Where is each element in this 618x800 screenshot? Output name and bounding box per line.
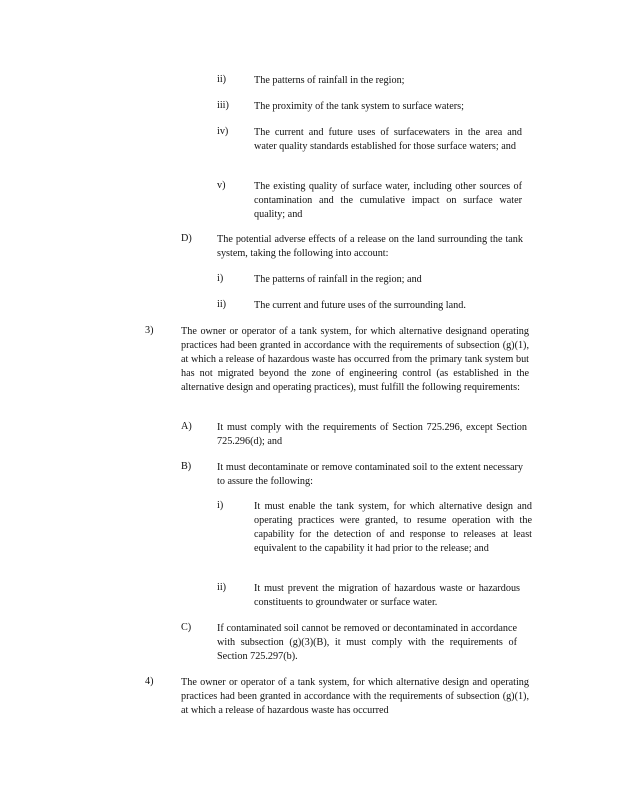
item-text: The potential adverse effects of a release on the land surrounding the tank system, taking the following into account: xyxy=(217,234,523,259)
item-text: The patterns of rainfall in the region; xyxy=(254,75,405,86)
item-text: The existing quality of surface water, including other sources of contamination and the cumulative impact on surface water quality; and xyxy=(254,181,522,220)
item-text: The current and future uses of the surrounding land. xyxy=(254,300,466,311)
item-text: It must comply with the requirements of Section 725.296, except Section 725.296(d); and xyxy=(217,422,527,447)
item-label: ii) xyxy=(217,299,227,310)
item-label: D) xyxy=(181,233,192,244)
item-label: iii) xyxy=(217,100,229,111)
item-text: If contaminated soil cannot be removed or decontaminated in accordance with subsection (g)(3)(B), it must comply with the requirements of Section 725.297(b). xyxy=(217,623,517,662)
item-label: i) xyxy=(217,273,224,284)
item-label: 3) xyxy=(145,325,154,336)
item-text: The proximity of the tank system to surface waters; xyxy=(254,101,464,112)
item-label: 4) xyxy=(145,676,154,687)
item-text: It must decontaminate or remove contaminated soil to the extent necessary to assure the following: xyxy=(217,462,523,487)
item-text: The current and future uses of surfacewaters in the area and water quality standards established for those surface waters; and xyxy=(254,127,522,152)
item-text: It must prevent the migration of hazardous waste or hazardous constituents to groundwater or surface water. xyxy=(254,583,520,608)
item-label: v) xyxy=(217,180,226,191)
item-label: i) xyxy=(217,500,224,511)
item-text: It must enable the tank system, for which alternative design and operating practices were granted, to resume operation with the capability for the detection of and response to releases at least equivalent to the capability it had prior to the release; and xyxy=(254,501,532,554)
item-label: ii) xyxy=(217,74,227,85)
item-label: ii) xyxy=(217,582,227,593)
item-text: The owner or operator of a tank system, for which alternative designand operating practices had been granted in accordance with the requirements of subsection (g)(1), at which a release of hazardous waste has occurred from the primary tank system but has not migrated beyond the zone of engineering control (as established in the alternative design and operating practices), must fulfill the following requirements: xyxy=(181,326,529,393)
item-text: The patterns of rainfall in the region; and xyxy=(254,274,422,285)
item-label: A) xyxy=(181,421,192,432)
item-text: The owner or operator of a tank system, for which alternative design and operating practices had been granted in accordance with the requirements of subsection (g)(1), at which a release of hazardous waste has occurred xyxy=(181,677,529,716)
item-label: C) xyxy=(181,622,192,633)
item-label: iv) xyxy=(217,126,229,137)
item-label: B) xyxy=(181,461,192,472)
